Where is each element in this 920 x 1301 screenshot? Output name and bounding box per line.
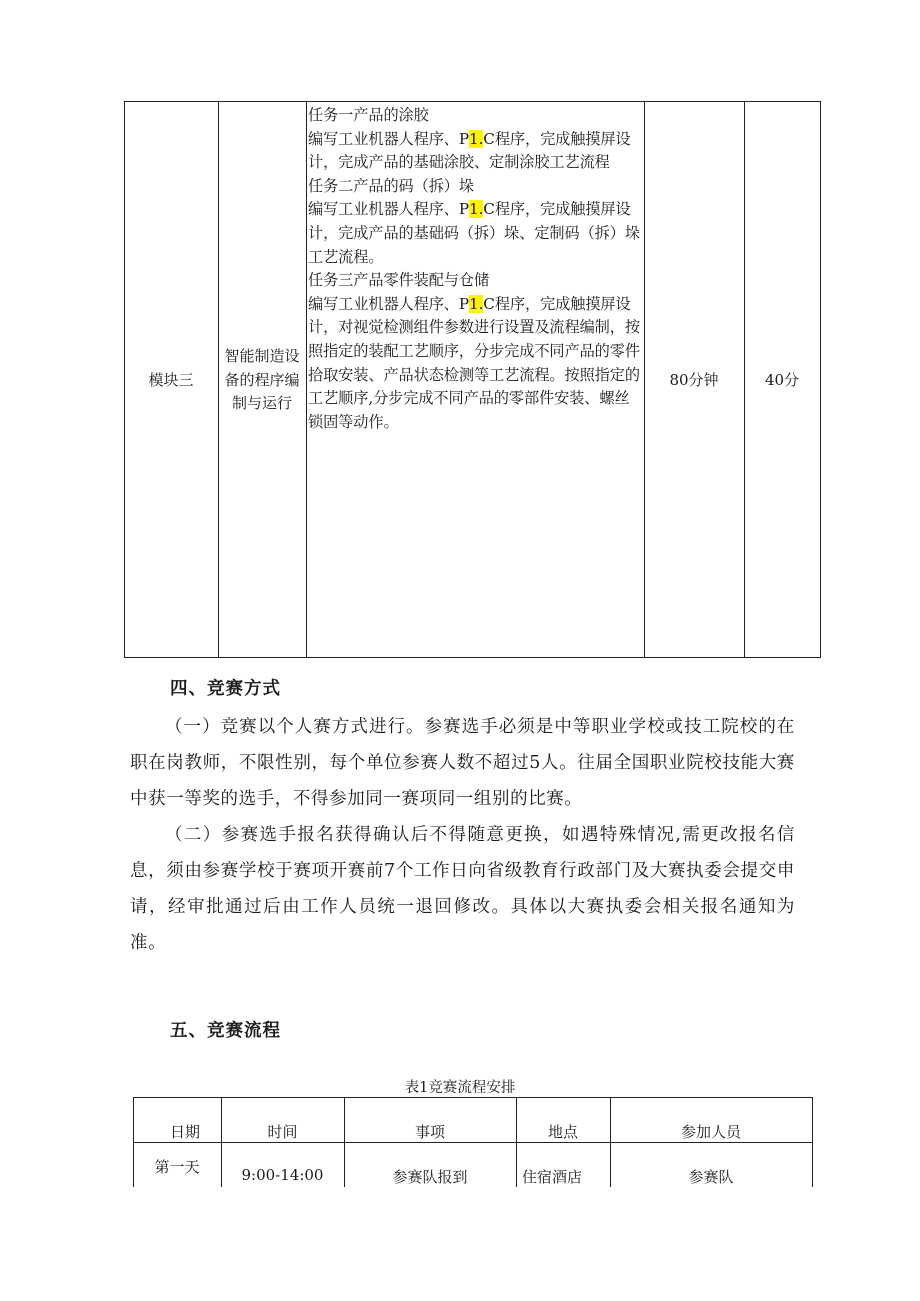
highlight-mark: 1. (469, 294, 484, 313)
module-table (124, 101, 821, 658)
task-description: 编写工业机器人程序、P1.C程序，完成触摸屏设计，对视觉检测组件参数进行设置及流程编制，按照指定的装配工艺顺序，分步完成不同产品的零件拾取安装、产品状态检测等工艺流程。按照指定的工艺顺序,分步完成不同产品的零部件安装、螺丝锁固等动作。 (308, 294, 640, 431)
header-item: 事项 (414, 1123, 445, 1141)
task-title: 任务一产品的涂胶 (308, 106, 429, 124)
highlight-mark: 1. (469, 129, 484, 148)
section4-body (130, 709, 795, 961)
header-participants: 参加人员 (680, 1123, 741, 1141)
header-time: 时间 (267, 1123, 298, 1141)
table-cell-time: 9:00-14:00 (241, 1166, 324, 1184)
header-date: 日期 (169, 1123, 200, 1141)
schedule-table (133, 1097, 813, 1187)
score-cell: 40分 (764, 371, 800, 389)
module-name-line: 备的程序编 (224, 370, 300, 389)
section4-heading: 四、竞赛方式 (170, 679, 281, 699)
task-title: 任务二产品的码（拆）垛 (308, 176, 474, 195)
table-cell-location: 住宿酒店 (521, 1168, 582, 1186)
table-cell-participants: 参赛队 (688, 1168, 734, 1186)
highlight-mark: 1. (469, 200, 484, 219)
task-description: 编写工业机器人程序、P1.C程序，完成触摸屏设计，完成产品的基础涂胶、定制涂胶工艺流程 (308, 129, 631, 172)
section5-heading: 五、竞赛流程 (170, 1021, 281, 1041)
table-caption: 表1竞赛流程安排 (404, 1080, 516, 1096)
paragraph: （一）竞赛以个人赛方式进行。参赛选手必须是中等职业学校或技工院校的在职在岗教师，不限性别，每个单位参赛人数不超过5人。往届全国职业院校技能大赛中获一等奖的选手，不得参加同一赛项同一组别的比赛。 (130, 717, 795, 809)
module-cell: 模块三 (148, 371, 194, 389)
table-cell-item: 参赛队报到 (392, 1168, 468, 1186)
task-description: 编写工业机器人程序、P1.C程序，完成触摸屏设计，完成产品的基础码（拆）垛、定制码（拆）垛工艺流程。 (308, 200, 640, 266)
module-name-cell (218, 345, 306, 416)
module-name-line: 智能制造设 (224, 347, 300, 365)
module-name-line: 制与运行 (231, 394, 292, 412)
time-cell: 80分钟 (669, 371, 719, 389)
table-cell-date: 第一天 (154, 1158, 200, 1176)
paragraph: （二）参赛选手报名获得确认后不得随意更换，如遇特殊情况,需更改报名信息，须由参赛学校于赛项开赛前7个工作日向省级教育行政部门及大赛执委会提交申请，经审批通过后由工作人员统一退回修改。具体以大赛执委会相关报名通知为准。 (130, 825, 795, 953)
task-content-cell (308, 104, 644, 434)
task-title: 任务三产品零件装配与仓储 (308, 271, 490, 290)
header-location: 地点 (547, 1123, 578, 1141)
